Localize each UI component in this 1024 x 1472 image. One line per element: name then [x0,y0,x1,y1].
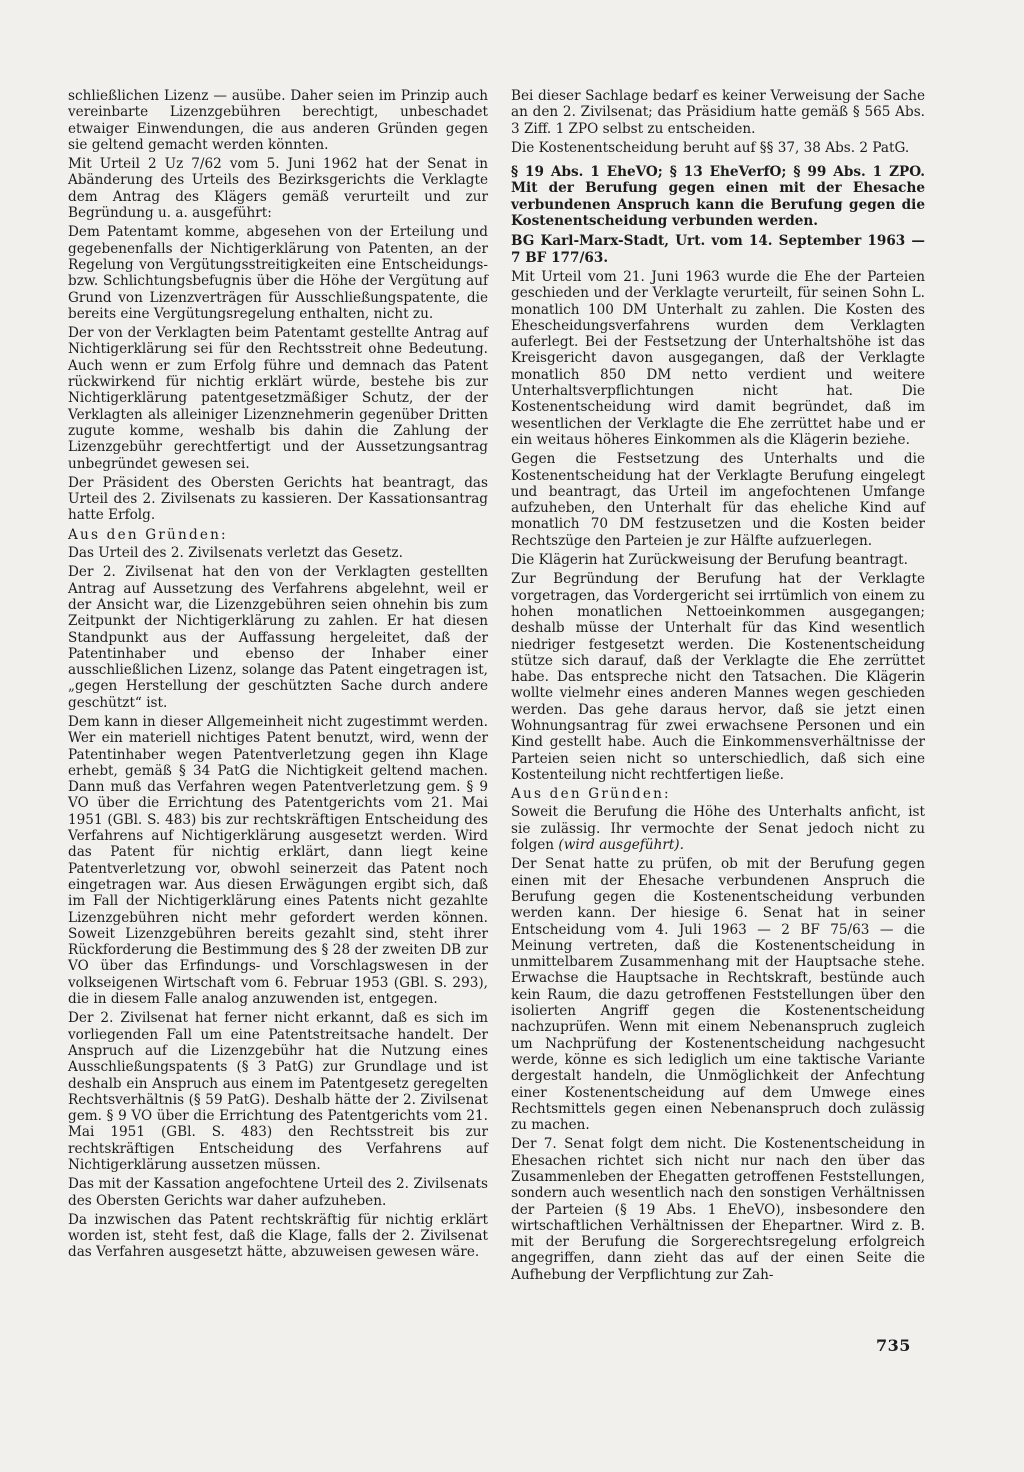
paragraph: Der 7. Senat folgt dem nicht. Die Kostenentscheidung in Ehesachen richtet sich nicht nur nach den über das Zusammenleben der Ehegatten getroffenen Feststellungen, sondern auch wesentlich nach den sonstigen Verhältnissen der Parteien (§ 19 Abs. 1 EheVO), insbesondere den wirtschaftlichen Verhältnissen der Ehepartner. Wird z. B. mit der Berufung die Sorgerechtsregelung erfolgreich angegriffen, dann zieht das auf der einen Seite die Aufhebung der Verpflichtung zur Zah- [511,1136,925,1283]
page-number: 735 [876,1336,911,1355]
paragraph: Der Präsident des Obersten Gerichts hat beantragt, das Urteil des 2. Zivilsenats zu kassieren. Der Kassationsantrag hatte Erfolg. [68,474,488,524]
paragraph: Der von der Verklagten beim Patentamt gestellte Antrag auf Nichtigerklärung sei für den Rechtsstreit ohne Bedeutung. Auch wenn er zum Erfolg führe und demnach das Patent rückwirkend für nichtig erklärt würde, bestehe bis zur Nichtigerklärung patentgesetzmäßiger Schutz, der der Verklagten als alleiniger Lizenznehmerin gegenüber Dritten zugute komme, weshalb bis dahin die Zahlung der Lizenzgebühr gerechtfertigt und der Aussetzungsantrag unbegründet gewesen sei. [68,325,488,472]
right-column [511,88,925,1286]
paragraph: Der 2. Zivilsenat hat ferner nicht erkannt, daß es sich im vorliegenden Fall um eine Patentstreitsache handelt. Der Anspruch auf die Lizenzgebühr hat die Nutzung eines Ausschließungspatents (§ 3 PatG) zur Grundlage und ist deshalb ein Anspruch aus einem im Patentgesetz geregelten Rechtsverhältnis (§ 59 PatG). Deshalb hätte der 2. Zivilsenat gem. § 9 VO über die Errichtung des Patentgerichts vom 21. Mai 1951 (GBl. S. 483) den Rechtsstreit bis zur rechtskräftigen Entscheidung des Verfahrens auf Nichtigerklärung aussetzen müssen. [68,1010,488,1173]
paragraph: Mit Urteil vom 21. Juni 1963 wurde die Ehe der Parteien geschieden und der Verklagte verurteilt, für seinen Sohn L. monatlich 100 DM Unterhalt zu zahlen. Die Kosten des Ehescheidungsverfahrens wurden dem Verklagten auferlegt. Bei der Festsetzung der Unterhaltshöhe ist das Kreisgericht davon ausgegangen, daß der Verklagte monatlich 850 DM netto verdient und weitere Unterhaltsverpflichtungen nicht hat. Die Kostenentscheidung wird damit begründet, daß im wesentlichen der Verklagte die Ehe zerrüttet habe und er ein weitaus höheres Einkommen als die Klägerin beziehe. [511,268,925,448]
paragraph [511,804,925,853]
paragraph: Dem Patentamt komme, abgesehen von der Erteilung und gegebenenfalls der Nichtigerklärung von Patenten, an der Regelung von Vergütungsstreitigkeiten eine Entscheidungs- bzw. Schlichtungsbefugnis über die Höhe der Vergütung auf Grund von Lizenzverträgen für Ausschließungspatente, die bereits eine Vergütungsregelung enthalten, nicht zu. [68,224,488,322]
paragraph: Die Kostenentscheidung beruht auf §§ 37, 38 Abs. 2 PatG. [511,139,910,156]
paragraph: Zur Begründung der Berufung hat der Verklagte vorgetragen, das Vordergericht sei irrtümlich von einem zu hohen monatlichen Nettoeinkommen ausgegangen; deshalb müsse der Unterhalt für das Kind wesentlich niedriger festgesetzt werden. Die Kostenentscheidung stütze sich darauf, daß der Verklagte die Ehe zerrüttet habe. Das entspreche nicht den Tatsachen. Die Klägerin wollte vielmehr eines anderen Mannes wegen geschieden werden. Das gehe daraus hervor, daß sie jetzt einen Wohnungsantrag für zwei erwachsene Personen und ein Kind gestellt habe. Auch die Einkommensverhältnisse der Parteien seien nicht so unterschiedlich, daß sich eine Kostenteilung nicht rechtfertigen ließe. [511,571,925,783]
paragraph: Die Klägerin hat Zurückweisung der Berufung beantragt. [511,552,908,569]
paragraph: Da inzwischen das Patent rechtskräftig für nichtig erklärt worden ist, steht fest, daß die Klage, falls der 2. Zivilsenat das Verfahren ausgesetzt hätte, abzuweisen gewesen wäre. [68,1211,488,1261]
paragraph: Das Urteil des 2. Zivilsenats verletzt das Gesetz. [68,545,403,562]
section-heading: Aus den Gründen: [68,526,228,543]
citation: BG Karl-Marx-Stadt, Urt. vom 14. September 1963 — 7 BF 177/63. [511,233,925,266]
paragraph: schließlichen Lizenz — ausübe. Daher seien im Prinzip auch vereinbarte Lizenzgebühren berechtigt, unbeschadet etwaiger Einwendungen, die aus anderen Gründen gegen sie geltend gemacht werden könnten. [68,88,488,153]
paragraph: Mit Urteil 2 Uz 7/62 vom 5. Juni 1962 hat der Senat in Abänderung des Urteils des Bezirksgerichts die Verklagte dem Antrag des Klägers gemäß verurteilt und zur Begründung u. a. ausgeführt: [68,156,488,222]
headnote: § 19 Abs. 1 EheVO; § 13 EheVerfO; § 99 Abs. 1 ZPO. Mit der Berufung gegen einen mit der Ehesache verbundenen Anspruch kann die Berufung gegen die Kostenentscheidung verbunden werden. [511,164,925,230]
paragraph: Dem kann in dieser Allgemeinheit nicht zugestimmt werden. Wer ein materiell nichtiges Patent benutzt, wird, wenn der Patentinhaber wegen Patentverletzung gegen ihn Klage erhebt, gemäß § 34 PatG die Nichtigkeit geltend machen. Dann muß das Verfahren wegen Patentverletzung gem. § 9 VO über die Errichtung des Patentgerichts vom 21. Mai 1951 (GBl. S. 483) bis zur rechtskräftigen Entscheidung des Verfahrens auf Nichtigerklärung ausgesetzt werden. Wird das Patent für nichtig erklärt, dann liegt keine Patentverletzung vor, obwohl seinerzeit das Patent noch eingetragen war. Aus diesen Erwägungen ergibt sich, daß im Fall der Nichtigerklärung eines Patents nicht gezahlte Lizenzgebühren nicht mehr gefordert werden können. Soweit Lizenzgebühren bereits gezahlt sind, steht ihrer Rückforderung die Bestimmung des § 28 der zweiten DB zur VO über das Erfindungs- und Vorschlagswesen in der volkseigenen Wirtschaft vom 6. Februar 1953 (GBl. S. 293), die in diesem Falle analog anzuwenden ist, entgegen. [68,713,488,1008]
paragraph: Der Senat hatte zu prüfen, ob mit der Berufung gegen einen mit der Ehesache verbundenen Anspruch die Berufung gegen die Kostenentscheidung verbunden werden kann. Der hiesige 6. Senat hat in seiner Entscheidung vom 4. Juli 1963 — 2 BF 75/63 — die Meinung vertreten, daß die Kostenentscheidung in unmittelbarem Zusammenhang mit der Hauptsache stehe. Erwachse die Hauptsache in Rechtskraft, bestünde auch kein Raum, die dazu getroffenen Feststellungen über den isolierten Angriff gegen die Kostenentscheidung nachzuprüfen. Wenn mit einem Nebenanspruch zugleich um Nachprüfung der Kostenentscheidung nachgesucht werde, könne es sich lediglich um eine taktische Variante dergestalt handeln, die Unmöglichkeit der Anfechtung einer Kostenentscheidung auf dem Umwege eines Rechtsmittels gegen einen Nebenanspruch doch zulässig zu machen. [511,856,925,1134]
left-column [68,88,488,1264]
paragraph: Das mit der Kassation angefochtene Urteil des 2. Zivilsenats des Obersten Gerichts war daher aufzuheben. [68,1176,488,1209]
paragraph: Der 2. Zivilsenat hat den von der Verklagten gestellten Antrag auf Aussetzung des Verfahrens abgelehnt, weil er der Ansicht war, die Lizenzgebühren seien ohnehin bis zum Zeitpunkt der Nichtigerklärung zu zahlen. Er hat diesen Standpunkt aus der Auffassung hergeleitet, daß der Patentinhaber und ebenso der Inhaber einer ausschließlichen Lizenz, solange das Patent eingetragen ist, „gegen Herstellung der geschützten Sache durch andere geschützt“ ist. [68,564,488,711]
paragraph-text: Soweit die Berufung die Höhe des Unterhalts anficht, ist sie zulässig. Ihr vermochte der Senat jedoch nicht zu folgen [511,804,925,854]
section-heading: Aus den Gründen: [511,786,671,803]
paragraph-note: (wird ausgeführt). [558,837,684,854]
paragraph: Gegen die Festsetzung des Unterhalts und die Kostenentscheidung hat der Verklagte Berufung eingelegt und beantragt, das Urteil im angefochtenen Umfange aufzuheben, den Unterhalt für das eheliche Kind auf monatlich 70 DM festzusetzen und die Kosten beider Rechtszüge den Parteien je zur Hälfte aufzuerlegen. [511,451,925,549]
paragraph: Bei dieser Sachlage bedarf es keiner Verweisung der Sache an den 2. Zivilsenat; das Präsidium hatte gemäß § 565 Abs. 3 Ziff. 1 ZPO selbst zu entscheiden. [511,88,925,137]
